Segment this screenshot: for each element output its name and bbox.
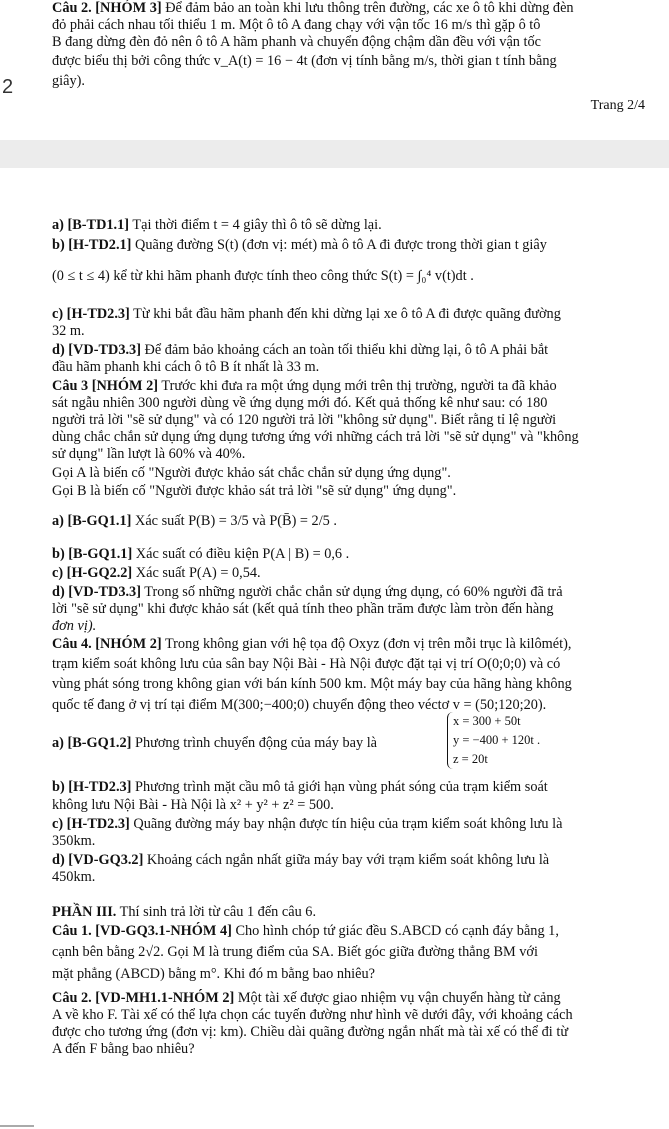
- q2-statement-c-line-1: c) [H-TD2.3] Từ khi bắt đầu hãm phanh đến khi dừng lại xe ô tô A đi được quãng đường: [52, 306, 561, 322]
- q2-statement-b-line-1: b) [H-TD2.1] Quãng đường S(t) (đơn vị: mét) mà ô tô A đi được trong thời gian t giây: [52, 237, 547, 253]
- q4-statement-d-line-1: d) [VD-GQ3.2] Khoảng cách ngắn nhất giữa máy bay với trạm kiểm soát không lưu là: [52, 852, 550, 868]
- q4-statement-c-line-2: 350km.: [52, 833, 96, 849]
- q3-statement-d-line-2: lời "sẽ sử dụng" khi được khảo sát (kết quả tính theo phần trăm được làm tròn đến hàng: [52, 601, 554, 617]
- page-number-badge: 2: [2, 76, 14, 98]
- part3-q1-line-3: mặt phẳng (ABCD) bằng m°. Khi đó m bằng bao nhiêu?: [52, 966, 375, 982]
- q4-eq-x: x = 300 + 50t: [453, 714, 521, 728]
- q2-intro-line-4: được biểu thị bởi công thức v_A(t) = 16 − 4t (đơn vị tính bằng m/s, thời gian t tính bằng: [52, 53, 557, 69]
- page-label: Trang 2/4: [590, 98, 645, 113]
- q4-line-3: vùng phát sóng trong không gian với bán kính 500 km. Một máy bay của hãng hàng không: [52, 676, 572, 692]
- q4-line-1: Câu 4. [NHÓM 2] Trong không gian với hệ tọa độ Oxyz (đơn vị trên mỗi trục là kilômét),: [52, 636, 572, 652]
- part3-q1-line-1: Câu 1. [VD-GQ3.1-NHÓM 4] Cho hình chóp tứ giác đều S.ABCD có cạnh đáy bằng 1,: [52, 923, 559, 939]
- q3-statement-d-line-3: đơn vị).: [52, 618, 97, 634]
- q3-line-1: Câu 3 [NHÓM 2] Trước khi đưa ra một ứng dụng mới trên thị trường, người ta đã khảo: [52, 378, 557, 394]
- q4-statement-a: a) [B-GQ1.2] Phương trình chuyển động của máy bay là: [52, 735, 378, 751]
- q2-intro-line-5: giây).: [52, 73, 85, 89]
- q3-line-3: người trả lời "sẽ sử dụng" và có 120 người trả lời "không sử dụng". Biết rằng tỉ lệ người: [52, 412, 557, 428]
- q4-statement-b-line-2: không lưu Nội Bài - Hà Nội là x² + y² + z² = 500.: [52, 797, 334, 813]
- part3-q2-line-2: A về kho F. Tài xế có thể lựa chọn các tuyến đường như hình vẽ dưới đây, với khoảng cách: [52, 1007, 573, 1023]
- q4-eq-y: y = −400 + 120t .: [453, 733, 541, 747]
- q3-line-4: dùng chắc chắn sử dụng ứng dụng tương ứng với những cách trả lời "sẽ sử dụng" và "không: [52, 429, 579, 445]
- q3-event-a: Gọi A là biến cố "Người được khảo sát chắc chắn sử dụng ứng dụng".: [52, 465, 451, 481]
- q2-statement-c-line-2: 32 m.: [52, 323, 85, 339]
- part3-q2-line-3: được cho tương ứng (đơn vị: km). Chiều dài quãng đường ngắn nhất mà tài xế có thể đi từ: [52, 1024, 569, 1040]
- q2-intro-line-3: B đang dừng đèn đỏ nên ô tô A hãm phanh và chuyển động chậm dần đều với vận tốc: [52, 34, 541, 50]
- q2-statement-a: a) [B-TD1.1] Tại thời điểm t = 4 giây thì ô tô sẽ dừng lại.: [52, 217, 382, 233]
- q2-statement-d-line-2: đầu hãm phanh khi cách ô tô B ít nhất là 33 m.: [52, 359, 320, 375]
- q4-line-4: quốc tế đang ở vị trí tại điểm M(300;−400;0) chuyển động theo véctơ v = (50;120;20).: [52, 697, 547, 713]
- q4-statement-c-line-1: c) [H-TD2.3] Quãng đường máy bay nhận được tín hiệu của trạm kiểm soát không lưu là: [52, 816, 563, 832]
- part3-q2-line-1: Câu 2. [VD-MH1.1-NHÓM 2] Một tài xế được giao nhiệm vụ vận chuyển hàng từ cảng: [52, 990, 561, 1006]
- q3-line-2: sát ngẫu nhiên 300 người dùng về ứng dụng mới đó. Kết quả thống kê như sau: có 180: [52, 395, 548, 411]
- part3-heading: PHẦN III. Thí sinh trả lời từ câu 1 đến câu 6.: [52, 904, 317, 920]
- q3-event-b: Gọi B là biến cố "Người được khảo sát trả lời "sẽ sử dụng" ứng dụng".: [52, 483, 457, 499]
- q2-intro-line-2: đỏ phải cách nhau tối thiểu 1 m. Một ô tô A đang chạy với vận tốc 16 m/s thì gặp ô tô: [52, 17, 541, 33]
- part3-q1-line-2: cạnh bên bằng 2√2. Gọi M là trung điểm của SA. Biết góc giữa đường thẳng BM với: [52, 944, 538, 960]
- part3-q2-line-4: A đến F bằng bao nhiêu?: [52, 1041, 195, 1057]
- page-separator: [0, 140, 669, 168]
- q2-intro-line-1: Câu 2. [NHÓM 3] Để đảm bảo an toàn khi lưu thông trên đường, các xe ô tô khi dừng đèn: [52, 0, 574, 16]
- q3-line-5: sử dụng" lần lượt là 60% và 40%.: [52, 446, 246, 462]
- q4-line-2: trạm kiểm soát không lưu của sân bay Nội Bài - Hà Nội được đặt tại vị trí O(0;0;0) và có: [52, 656, 561, 672]
- q4-eq-z: z = 20t: [453, 752, 488, 766]
- q2-statement-d-line-1: d) [VD-TD3.3] Để đảm bảo khoảng cách an toàn tối thiểu khi dừng lại, ô tô A phải bắt: [52, 342, 549, 358]
- q3-statement-b: b) [B-GQ1.1] Xác suất có điều kiện P(A | B) = 0,6 .: [52, 546, 350, 562]
- q4-parametric-system: [447, 712, 540, 769]
- q4-statement-b-line-1: b) [H-TD2.3] Phương trình mặt cầu mô tả giới hạn vùng phát sóng của trạm kiểm soát: [52, 779, 548, 795]
- q2-statement-b-line-2: (0 ≤ t ≤ 4) kể từ khi hãm phanh được tính theo công thức S(t) = ∫₀⁴ v(t)dt .: [52, 268, 474, 284]
- q3-statement-a: a) [B-GQ1.1] Xác suất P(B) = 3/5 và P(B̄) = 2/5 .: [52, 513, 337, 529]
- q4-statement-d-line-2: 450km.: [52, 869, 96, 885]
- q3-statement-d-line-1: d) [VD-TD3.3] Trong số những người chắc chắn sử dụng ứng dụng, có 60% người đã trả: [52, 584, 563, 600]
- page-bottom-divider: [0, 1125, 34, 1127]
- q3-statement-c: c) [H-GQ2.2] Xác suất P(A) = 0,54.: [52, 565, 261, 581]
